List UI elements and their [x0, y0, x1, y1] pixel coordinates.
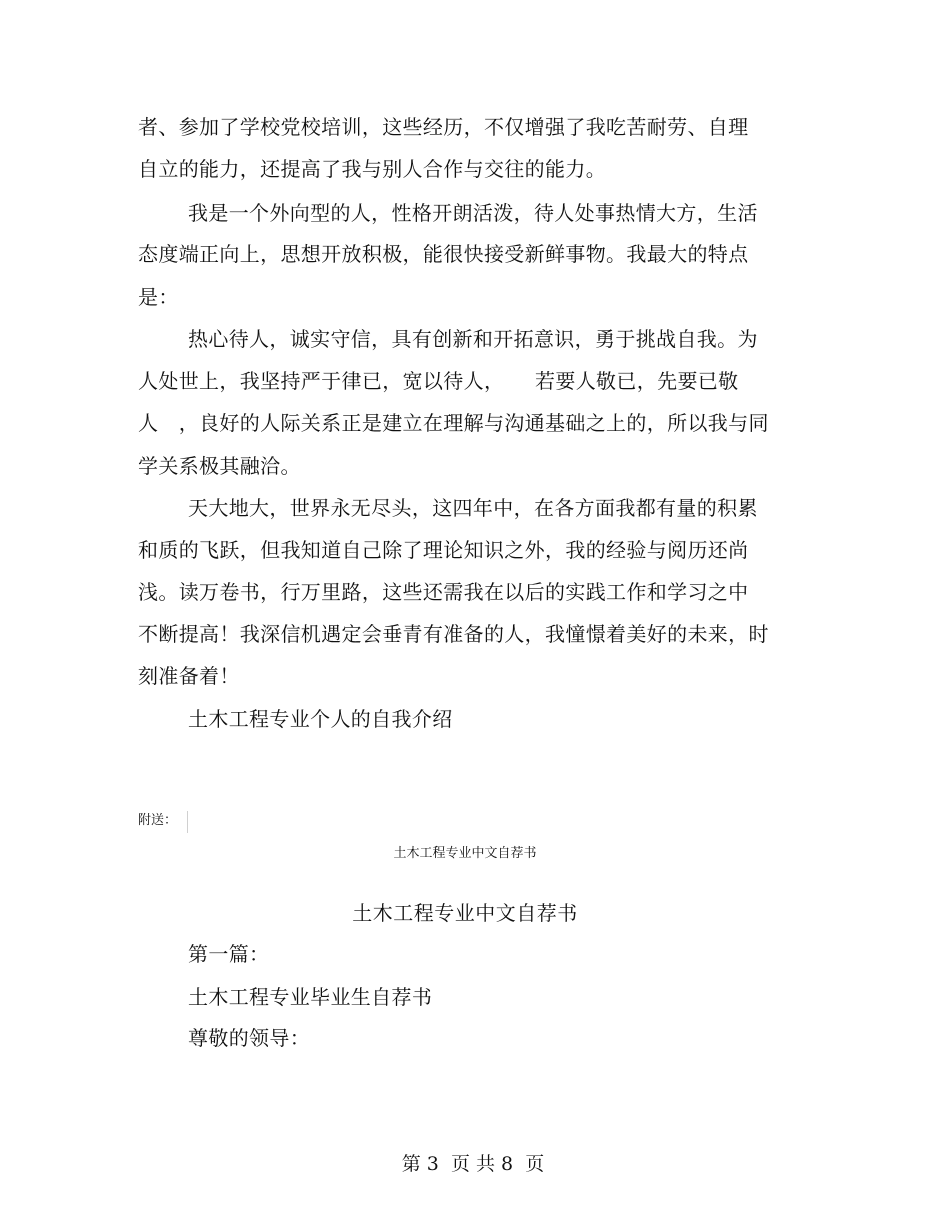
- body-line-8: 人 ，良好的人际关系正是建立在理解与沟通基础之上的，所以我与同: [138, 411, 769, 435]
- attachment-label: 附送：: [138, 813, 178, 828]
- salutation: 尊敬的领导：: [188, 1026, 311, 1050]
- page-indicator: 第 3 页 共 8 页: [401, 1153, 545, 1175]
- document-title: 土木工程专业中文自荐书: [352, 901, 578, 925]
- body-line-4: 态度端正向上，思想开放积极，能很快接受新鲜事物。我最大的特点: [138, 242, 749, 266]
- attachment-small-title: 土木工程专业中文自荐书: [393, 846, 537, 861]
- body-line-7: 人处世上，我坚持严于律已，宽以待人， 若要人敬已，先要已敬: [138, 369, 739, 393]
- body-line-13: 不断提高！我深信机遇定会垂青有准备的人，我憧憬着美好的未来，时: [138, 622, 769, 646]
- body-line-5: 是：: [138, 285, 179, 309]
- section-heading: 土木工程专业个人的自我介绍: [188, 707, 453, 731]
- body-line-3: 我是一个外向型的人，性格开朗活泼，待人处事热情大方，生活: [188, 201, 758, 225]
- part-label: 第一篇：: [188, 942, 270, 966]
- divider: [187, 811, 188, 833]
- document-subtitle: 土木工程专业毕业生自荐书: [188, 985, 433, 1009]
- body-line-2: 自立的能力，还提高了我与别人合作与交往的能力。: [138, 157, 607, 181]
- body-line-11: 和质的飞跃，但我知道自己除了理论知识之外，我的经验与阅历还尚: [138, 538, 749, 562]
- body-line-1: 者、参加了学校党校培训，这些经历，不仅增强了我吃苦耐劳、自理: [138, 115, 749, 139]
- body-line-9: 学关系极其融洽。: [138, 454, 301, 478]
- body-line-12: 浅。读万卷书，行万里路，这些还需我在以后的实践工作和学习之中: [138, 580, 749, 604]
- body-line-6: 热心待人，诚实守信，具有创新和开拓意识，勇于挑战自我。为: [188, 327, 758, 351]
- body-line-10: 天大地大，世界永无尽头，这四年中，在各方面我都有量的积累: [188, 496, 758, 520]
- body-line-14: 刻准备着！: [138, 664, 240, 688]
